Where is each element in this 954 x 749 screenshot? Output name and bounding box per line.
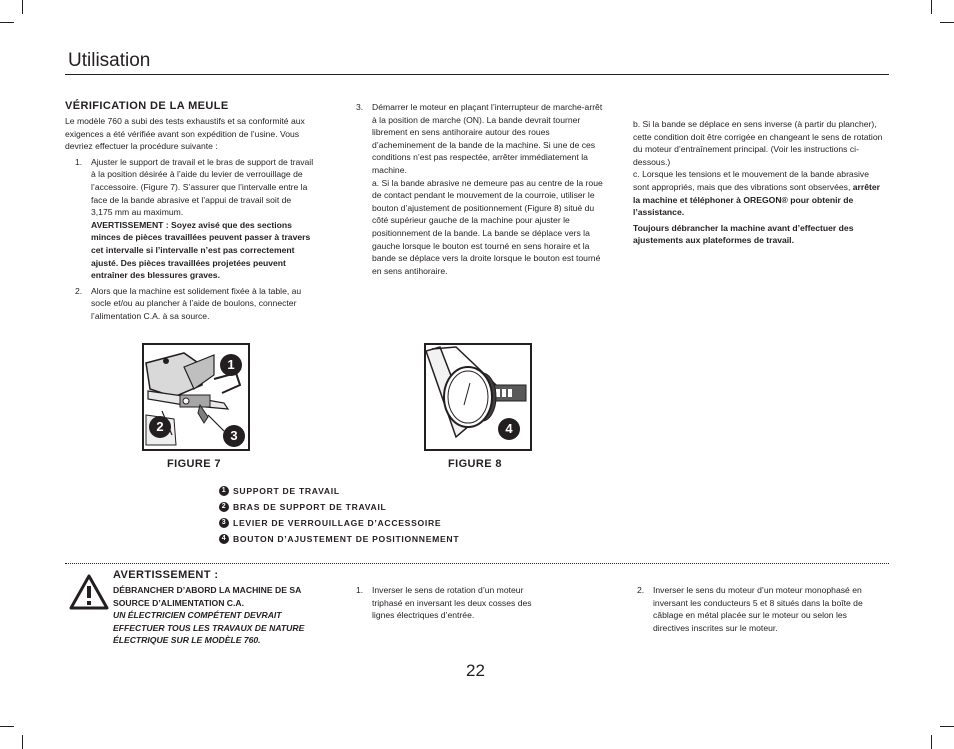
paragraph-b: b. Si la bande se déplace en sens inverse (à partir du plancher), cette condition doit être corrigée en changeant le sens de rotation du moteur d’entraînement principal. (Voir les instructions ci-dessous.) bbox=[633, 119, 883, 167]
list-item-subtext: a. Si la bande abrasive ne demeure pas au centre de la roue de contact pendant le mouvement de la courroie, utiliser le bouton d’ajustement de positionnement (Figure 8) situé du côté supérieur gauche de la machine pour ajuster le positionnement de la bande. La bande se déplace vers la gauche lorsque le bouton est tourné en sens horaire et la bande se déplace vers la droite lorsque le bouton est tourné en sens antihoraire. bbox=[372, 177, 603, 276]
figure-7-image bbox=[142, 343, 250, 451]
section-heading: VÉRIFICATION DE LA MEULE bbox=[65, 100, 229, 112]
column-1 bbox=[65, 100, 315, 326]
list-number: 1. bbox=[356, 585, 364, 595]
list-item-text: Inverser le sens de rotation d’un moteur triphasé en inversant les deux cosses des lignes électriques d’entrée. bbox=[372, 585, 532, 621]
paragraph-c-text: c. Lorsque les tensions et le mouvement de la bande abrasive sont appropriés, mais que des vibrations sont observées, bbox=[633, 169, 869, 192]
list-item bbox=[65, 156, 315, 282]
legend-item bbox=[219, 499, 459, 515]
column-3 bbox=[633, 118, 885, 247]
list-item bbox=[346, 101, 606, 277]
motor-list-2 bbox=[627, 584, 885, 634]
list-item-text: Alors que la machine est solidement fixée à la table, au socle et/ou au plancher à l’aide de boulons, connecter l’alimentation C.A. à sa source. bbox=[91, 285, 302, 321]
crop-mark bbox=[931, 0, 932, 14]
legend-number: 2 bbox=[219, 502, 229, 512]
bottom-column-2 bbox=[627, 584, 885, 637]
intro-paragraph: Le modèle 760 a subi des tests exhaustifs et sa conformité aux exigences a été vérifiée avant son expédition de l’usine. Vous devriez effectuer la procédure suivante : bbox=[65, 116, 305, 152]
list-number: 2. bbox=[75, 285, 83, 296]
crop-mark bbox=[940, 22, 954, 23]
procedure-list-cont bbox=[346, 101, 606, 277]
page-number: 22 bbox=[466, 661, 485, 680]
legend-number: 1 bbox=[219, 486, 229, 496]
crop-mark bbox=[22, 0, 23, 14]
legend-item bbox=[219, 483, 459, 499]
list-item bbox=[627, 584, 885, 634]
legend-label: BOUTON D’AJUSTEMENT DE POSITIONNEMENT bbox=[233, 534, 460, 544]
crop-mark bbox=[0, 22, 14, 23]
bottom-column-1 bbox=[346, 584, 546, 625]
warning-block bbox=[113, 569, 313, 647]
legend-number: 4 bbox=[219, 534, 229, 544]
list-number: 3. bbox=[356, 102, 364, 112]
figure-8-caption: FIGURE 8 bbox=[448, 458, 502, 470]
figure-7-caption: FIGURE 7 bbox=[167, 458, 221, 470]
legend-label: LEVIER DE VERROUILLAGE D’ACCESSOIRE bbox=[233, 518, 442, 528]
section-divider bbox=[65, 563, 889, 564]
callout-badge: 3 bbox=[223, 425, 245, 447]
list-item-warning: AVERTISSEMENT : Soyez avisé que des sections minces de pièces travaillées peuvent passer à travers cet intervalle si l’intervalle n’est pas correctement ajusté. Des pièces travaillées projetées peuvent entraîner des blessures graves. bbox=[91, 219, 311, 281]
list-item bbox=[346, 584, 546, 622]
procedure-list bbox=[65, 156, 315, 323]
crop-mark bbox=[931, 735, 932, 749]
paragraph-c bbox=[633, 168, 885, 218]
crop-mark bbox=[0, 726, 14, 727]
list-item-text: Démarrer le moteur en plaçant l’interrupteur de marche-arrêt à la position de marche (ON). La bande devrait tourner librement en sens antihoraire autour des roues d’acheminement de la bande de la machine. Si une de ces conditions n’est pas respectée, arrêter immédiatement la machine. bbox=[372, 102, 603, 175]
column-2 bbox=[346, 101, 606, 280]
legend-label: SUPPORT DE TRAVAIL bbox=[233, 486, 340, 496]
warning-title: AVERTISSEMENT : bbox=[113, 569, 219, 581]
motor-list-1 bbox=[346, 584, 546, 622]
crop-mark bbox=[940, 726, 954, 727]
list-item-text: Inverser le sens du moteur d’un moteur monophasé en inversant les conducteurs 5 et 8 situés dans la boîte de câblage en métal placée sur le moteur ou selon les directives inscrites sur le moteur. bbox=[653, 585, 863, 633]
figure-legend bbox=[219, 483, 459, 547]
callout-badge: 1 bbox=[220, 354, 242, 376]
legend-number: 3 bbox=[219, 518, 229, 528]
list-item bbox=[65, 285, 315, 323]
paragraph-c-bold: arrêter la machine et téléphoner à OREGON® pour obtenir de l’assistance. bbox=[633, 181, 880, 218]
crop-mark bbox=[22, 735, 23, 749]
legend-label: BRAS DE SUPPORT DE TRAVAIL bbox=[233, 502, 387, 512]
list-number: 1. bbox=[75, 156, 83, 167]
warning-triangle-icon bbox=[69, 574, 109, 610]
warning-line-2 bbox=[113, 609, 313, 647]
list-number: 2. bbox=[637, 585, 645, 595]
always-note: Toujours débrancher la machine avant d’effectuer des ajustements aux plateformes de travail. bbox=[633, 222, 854, 246]
title-rule bbox=[65, 74, 889, 75]
list-item-text: Ajuster le support de travail et le bras de support de travail à la position désirée à l’aide du levier de verrouillage de l’accessoire. (Figure 7). S’assurer que l’intervalle entre la face de la bande abrasive et l’appui de travail soit de 3,175 mm au maximum. bbox=[91, 156, 314, 218]
legend-item bbox=[219, 515, 459, 531]
legend-item bbox=[219, 531, 459, 547]
warning-line-2-text: UN ÉLECTRICIEN COMPÉTENT DEVRAIT EFFECTUER TOUS LES TRAVAUX DE NATURE ÉLECTRIQUE SUR LE MODÈLE 760. bbox=[113, 610, 305, 646]
warning-line-1: DÉBRANCHER D’ABORD LA MACHINE DE SA SOURCE D’ALIMENTATION C.A. bbox=[113, 585, 301, 608]
page-title: Utilisation bbox=[68, 50, 151, 71]
callout-badge: 4 bbox=[498, 418, 520, 440]
callout-badge: 2 bbox=[149, 416, 171, 438]
figure-8-image bbox=[424, 343, 532, 451]
